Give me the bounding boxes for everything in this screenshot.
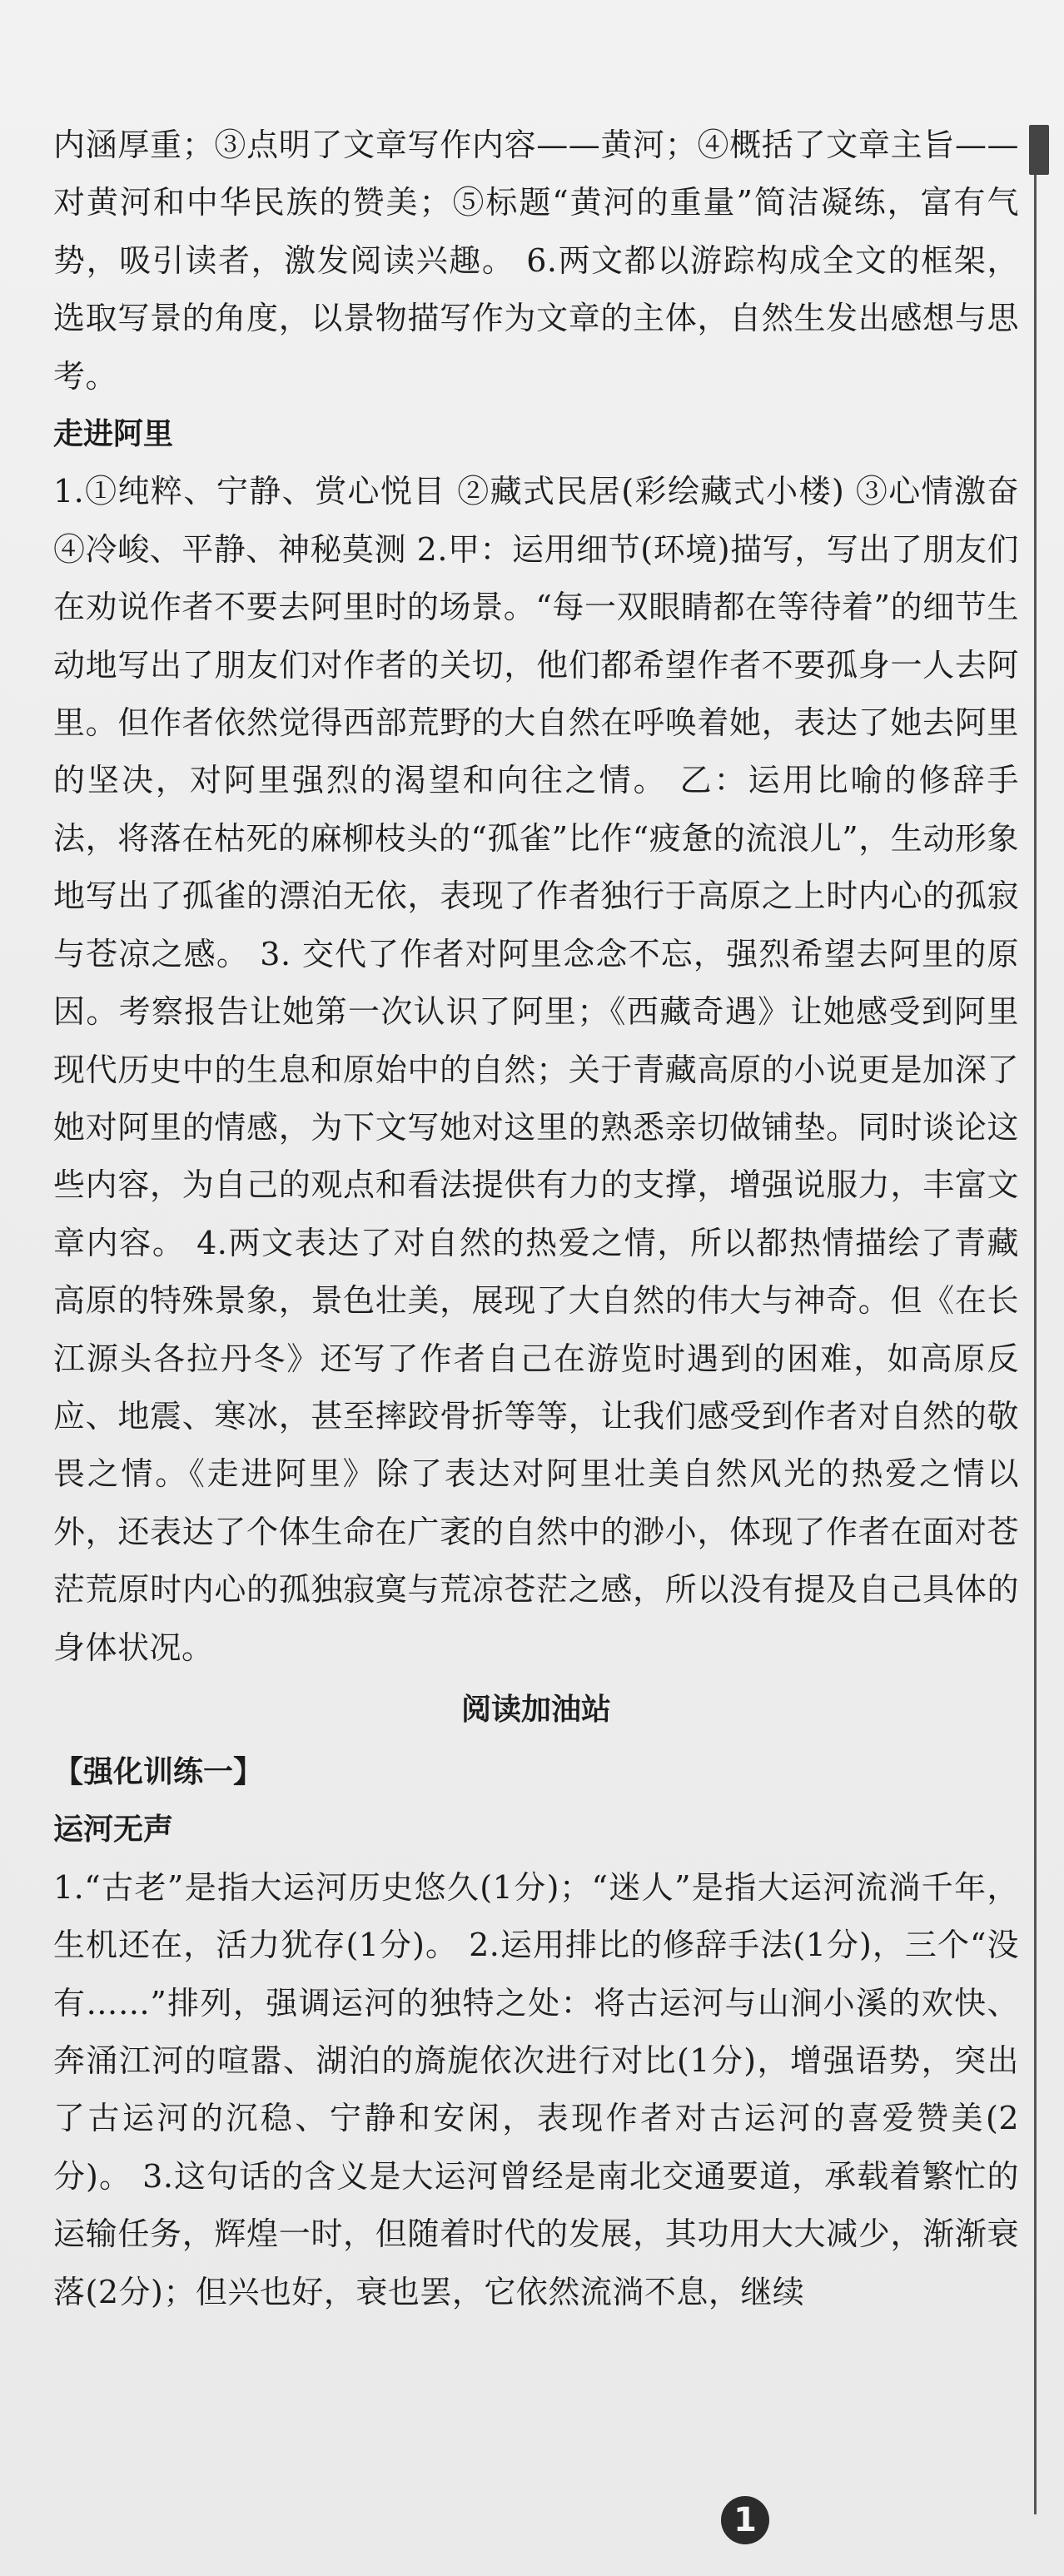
heading-zoujin-ali: 走进阿里 xyxy=(53,417,174,452)
document-body xyxy=(53,117,1019,2321)
answer-paragraph-3: 1.“古老”是指大运河历史悠久(1分)；“迷人”是指大运河流淌千年，生机还在，活力犹存(1分)。 2.运用排比的修辞手法(1分)，三个“没有……”排列，强调运河的独特之处：将古运河与山涧小溪的欢快、奔涌江河的喧嚣、湖泊的旖旎依次进行对比(1分)，增强语势，突出了古运河的沉稳、宁静和安闲，表现作者对古运河的喜爱赞美(2分)。 3.这句话的含义是大运河曾经是南北交通要道，承载着繁忙的运输任务，辉煌一时，但随着时代的发展，其功用大大减少，渐渐衰落(2分)；但兴也好，衰也罢，它依然流淌不息，继续 xyxy=(53,1868,1019,2310)
page-number-badge: 1 xyxy=(721,2496,769,2544)
answer-paragraph-1: 内涵厚重；③点明了文章写作内容——黄河；④概括了文章主旨——对黄河和中华民族的赞美；⑤标题“黄河的重量”简洁凝练，富有气势，吸引读者，激发阅读兴趣。 6.两文都以游踪构成全文的框架，选取写景的角度，以景物描写作为文章的主体，自然生发出感想与思考。 xyxy=(53,127,1019,395)
page-edge-tab xyxy=(1029,125,1049,175)
section-title-reading: 阅读加油站 xyxy=(460,1692,611,1727)
answer-paragraph-2: 1.①纯粹、宁静、赏心悦目 ②藏式民居(彩绘藏式小楼) ③心情激奋 ④冷峻、平静、神秘莫测 2.甲：运用细节(环境)描写，写出了朋友们在劝说作者不要去阿里时的场景。“每一双眼睛都在等待着”的细节生动地写出了朋友们对作者的关切，他们都希望作者不要孤身一人去阿里。但作者依然觉得西部荒野的大自然在呼唤着她，表达了她去阿里的坚决，对阿里强烈的渴望和向往之情。 乙：运用比喻的修辞手法，将落在枯死的麻柳枝头的“孤雀”比作“疲惫的流浪儿”，生动形象地写出了孤雀的漂泊无依，表现了作者独行于高原之上时内心的孤寂与苍凉之感。 3. 交代了作者对阿里念念不忘，强烈希望去阿里的原因。考察报告让她第一次认识了阿里；《西藏奇遇》让她感受到阿里现代历史中的生息和原始中的自然；关于青藏高原的小说更是加深了她对阿里的情感，为下文写她对这里的熟悉亲切做铺垫。同时谈论这些内容，为自己的观点和看法提供有力的支撑，增强说服力，丰富文章内容。 4.两文表达了对自然的热爱之情，所以都热情描绘了青藏高原的特殊景象，景色壮美，展现了大自然的伟大与神奇。但《在长江源头各拉丹冬》还写了作者自己在游览时遇到的困难，如高原反应、地震、寒冰，甚至摔跤骨折等等，让我们感受到作者对自然的敬畏之情。《走进阿里》除了表达对阿里壮美自然风光的热爱之情以外，还表达了个体生命在广袤的自然中的渺小，体现了作者在面对苍茫荒原时内心的孤独寂寞与荒凉苍茫之感，所以没有提及自己具体的身体状况。 xyxy=(53,473,1019,1666)
page-edge-rule xyxy=(1034,125,1037,2514)
heading-training-one: 【强化训练一】 xyxy=(53,1754,264,1789)
heading-yunhe-wusheng: 运河无声 xyxy=(53,1813,174,1847)
